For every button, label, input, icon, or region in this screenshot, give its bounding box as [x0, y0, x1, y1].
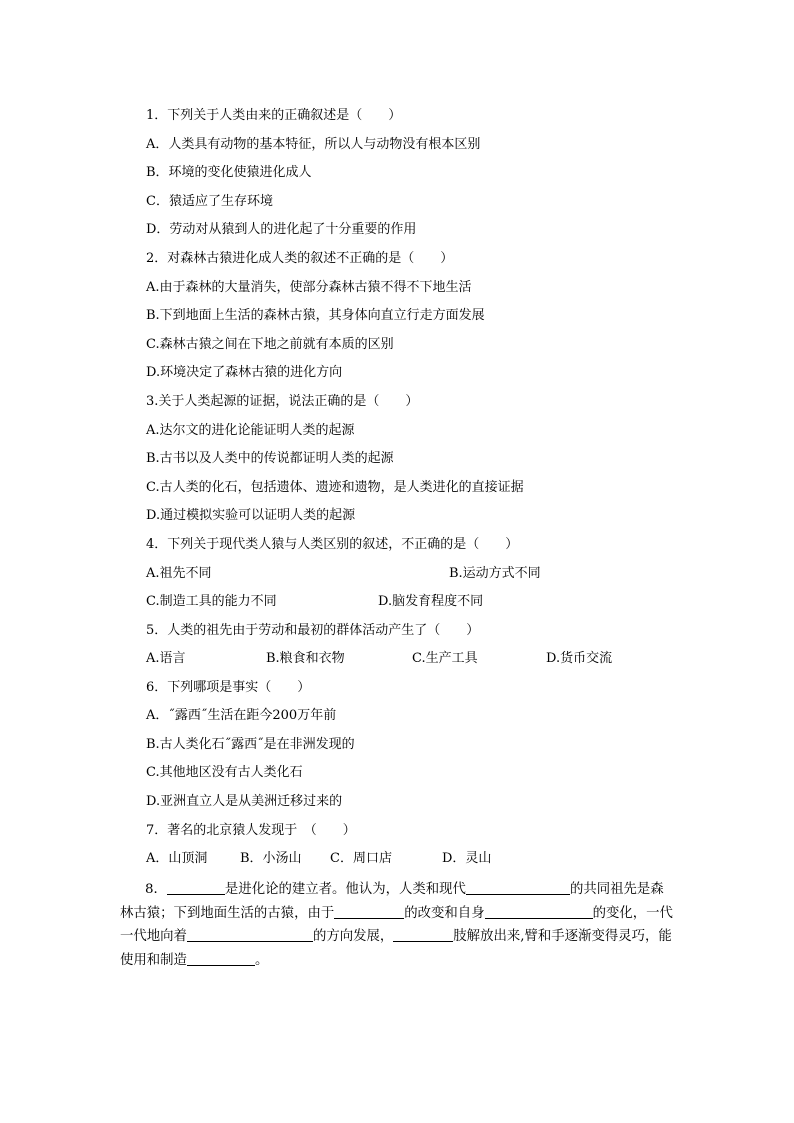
q4-option-b: B.运动方式不同 [449, 566, 541, 581]
q1-option-a: A．人类具有动物的基本特征，所以人与动物没有根本区别 [146, 137, 481, 152]
q8-paragraph [120, 878, 675, 972]
q3-option-a: A.达尔文的进化论能证明人类的起源 [146, 423, 355, 438]
q4-option-d: D.脑发育程度不同 [378, 594, 484, 609]
q7-option-a: A．山顶洞 [146, 851, 208, 866]
q8-number: 8． [145, 882, 167, 897]
q8-text-2: 的共同祖先是森林古猿；下到地面生活的古猿，由于 [120, 882, 664, 921]
q5-option-b: B.粮食和衣物 [266, 651, 345, 666]
q2-option-a: A.由于森林的大量消失，使部分森林古猿不得不下地生活 [146, 280, 472, 295]
q8-text-3: 的改变和自身 [404, 905, 485, 921]
q6-option-a: A．˝露西˝生活在距今200万年前 [146, 708, 337, 723]
q1-option-d: D．劳动对从猿到人的进化起了十分重要的作用 [146, 222, 417, 237]
q8-text-4: 的变化，一代一代地向着 [120, 905, 673, 944]
q6-option-c: C.其他地区没有古人类化石 [146, 765, 303, 780]
q8-blank-4[interactable] [485, 905, 593, 919]
q5-stem: 5．人类的祖先由于劳动和最初的群体活动产生了（ ） [146, 623, 480, 638]
q8-blank-6[interactable] [393, 928, 453, 942]
q8-blank-2[interactable] [466, 881, 570, 895]
q2-option-d: D.环境决定了森林古猿的进化方向 [146, 365, 343, 380]
q1-option-c: C．猿适应了生存环境 [146, 194, 273, 209]
q8-text-6: 肢解放出来,臂和手逐渐变得灵巧，能使用和制造 [120, 929, 672, 968]
q3-stem: 3.关于人类起源的证据，说法正确的是（ ） [146, 394, 419, 409]
q6-stem: 6．下列哪项是事实（ ） [146, 680, 311, 695]
q6-option-d: D.亚洲直立人是从美洲迁移过来的 [146, 794, 343, 809]
q4-option-c: C.制造工具的能力不同 [146, 594, 277, 609]
q3-option-c: C.古人类的化石，包括遗体、遗迹和遗物，是人类进化的直接证据 [146, 480, 524, 495]
q6-option-b: B.古人类化石˝露西˝是在非洲发现的 [146, 737, 355, 752]
q4-option-a: A.祖先不同 [146, 566, 212, 581]
q5-option-a: A.语言 [146, 651, 186, 666]
q7-option-b: B．小汤山 [240, 851, 302, 866]
q3-option-b: B.古书以及人类中的传说都证明人类的起源 [146, 451, 394, 466]
q5-option-d: D.货币交流 [546, 651, 613, 666]
q4-stem: 4．下列关于现代类人猿与人类区别的叙述，不正确的是（ ） [146, 537, 519, 552]
q8-text-7: 。 [254, 952, 269, 968]
q7-stem: 7．著名的北京猿人发现于 （ ） [146, 823, 356, 838]
q8-blank-7[interactable] [187, 952, 255, 966]
q8-text-1: 是进化论的建立者。他认为，人类和现代 [224, 882, 466, 897]
q8-blank-5[interactable] [187, 928, 313, 942]
q8-text-5: 的方向发展， [312, 929, 394, 944]
q5-option-c: C.生产工具 [412, 651, 478, 666]
q1-stem: 1．下列关于人类由来的正确叙述是（ ） [146, 108, 402, 123]
q1-option-b: B．环境的变化使猿进化成人 [146, 165, 312, 180]
q7-option-d: D．灵山 [442, 851, 492, 866]
q2-option-c: C.森林古猿之间在下地之前就有本质的区别 [146, 337, 394, 352]
q2-stem: 2．对森林古猿进化成人类的叙述不正确的是（ ） [146, 251, 454, 266]
q7-option-c: C．周口店 [330, 851, 392, 866]
q8-blank-1[interactable] [167, 881, 225, 895]
q2-option-b: B.下到地面上生活的森林古猿，其身体向直立行走方面发展 [146, 308, 485, 323]
q8-blank-3[interactable] [334, 905, 404, 919]
q3-option-d: D.通过模拟实验可以证明人类的起源 [146, 508, 356, 523]
